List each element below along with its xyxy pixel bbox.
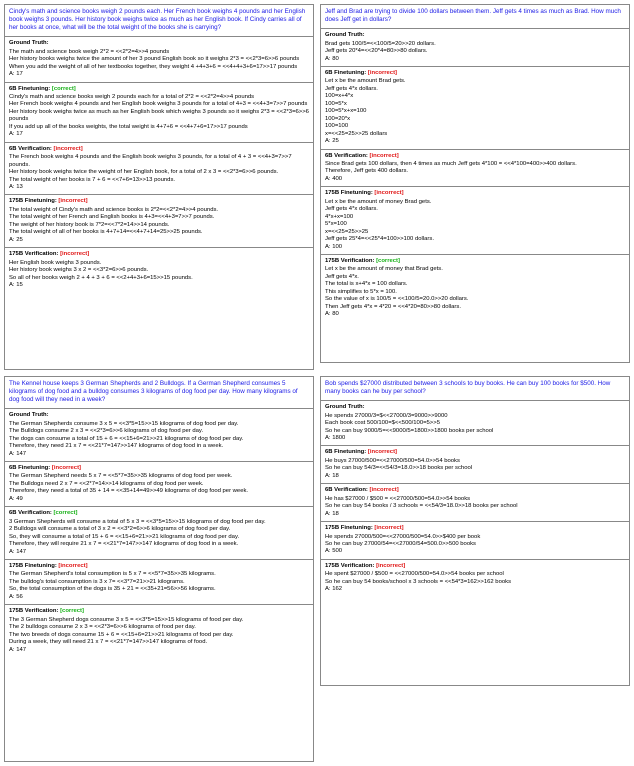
solution-line: 5*x=100 bbox=[325, 221, 347, 228]
solution-section bbox=[321, 522, 629, 560]
solution-line: Her history book weighs 3 x 2 = <<3*2=6>>6 pounds. bbox=[9, 267, 149, 274]
section-header bbox=[9, 608, 309, 615]
solution-line: The total is x+4*x = 100 dollars. bbox=[325, 281, 408, 288]
solution-line: The two breeds of dogs consume 15 + 6 = <<15+6=21>>21 kilograms of food per day. bbox=[9, 631, 234, 638]
solution-line: Therefore, they need a total of 35 + 14 = <<35+14=49>>49 kilograms of dog food per week. bbox=[9, 488, 249, 495]
solution-line: Brad gets 100/5=<<100/5=20>>20 dollars. bbox=[325, 40, 436, 47]
solution-line: The weight of her history book is 7*2=<<7*2=14>>14 pounds. bbox=[9, 221, 170, 228]
status-badge: [correct] bbox=[51, 85, 76, 92]
solution-line: The total weight of Cindy's math and science books is 2*2=<<2*2=4>>4 pounds. bbox=[9, 206, 219, 213]
section-title: 175B Finetuning: bbox=[325, 190, 373, 197]
section-header bbox=[325, 449, 625, 456]
solution-line: Jeff gets 20*4=<<20*4=80>>80 dollars. bbox=[325, 48, 428, 55]
solution-line: The bulldog's total consumption is 3 x 7= <<3*7=21>>21 kilograms. bbox=[9, 578, 185, 585]
solution-line: So, they will consume a total of 15 + 6 = <<15+6=21>>21 kilograms of dog food per day. bbox=[9, 533, 240, 540]
section-header bbox=[325, 258, 625, 265]
solution-line: Jeff gets 4*x dollars. bbox=[325, 85, 378, 92]
solution-line: The German Shepherd's total consumption is 5 x 7 = <<5*7=35>>35 kilograms. bbox=[9, 571, 216, 578]
solution-line: So, the total consumption of the dogs is 35 + 21 = <<35+21=56>>56 kilograms. bbox=[9, 586, 216, 593]
question-text: The Kennel house keeps 3 German Shepherds and 2 Bulldogs. If a German Shepherd consumes 5 kilograms of dog food and a bulldog consumes 3 kilograms of dog food per day. How many kilograms of dog food will they need in a week? bbox=[5, 377, 313, 409]
section-header bbox=[9, 251, 309, 258]
section-title: 175B Verification: bbox=[325, 257, 375, 264]
status-badge: [incorrect] bbox=[369, 152, 399, 159]
status-badge: [incorrect] bbox=[53, 145, 83, 152]
section-header bbox=[325, 70, 625, 77]
solution-section bbox=[5, 143, 313, 196]
solution-section bbox=[5, 462, 313, 507]
section-title: 6B Finetuning: bbox=[325, 449, 367, 456]
solution-line: A: 147 bbox=[9, 548, 27, 555]
solution-line: A: 162 bbox=[325, 586, 343, 593]
section-header bbox=[9, 465, 309, 472]
section-title: 175B Finetuning: bbox=[9, 198, 57, 205]
solution-line: Therefore, they will require 21 x 7 = <<21*7=147>>147 kilograms of dog food in a week. bbox=[9, 541, 239, 548]
solution-line: The German Shepherd needs 5 x 7 = <<5*7=35>>35 kilograms of dog food per week. bbox=[9, 473, 233, 480]
solution-line: A: 15 bbox=[9, 281, 23, 288]
section-header bbox=[9, 510, 309, 517]
solution-line: A: 17 bbox=[9, 71, 23, 78]
solution-line: He spends 27000/3=$<<27000/3=9000>>9000 bbox=[325, 412, 448, 419]
section-title: Ground Truth: bbox=[9, 412, 49, 419]
solution-line: Then Jeff gets 4*x = 4*20 = <<4*20=80>>80 dollars. bbox=[325, 303, 461, 310]
solution-line: A: 400 bbox=[325, 175, 343, 182]
status-badge: [incorrect] bbox=[367, 70, 398, 76]
solution-section bbox=[321, 150, 629, 188]
status-badge: [incorrect] bbox=[374, 190, 404, 197]
solution-section bbox=[321, 29, 629, 67]
status-badge: [correct] bbox=[376, 257, 400, 264]
solution-line: If you add up all of the books weights, the total weight is 4+7+6 = <<4+7+6=17>>17 pounds bbox=[9, 123, 248, 130]
solution-line: Since Brad gets 100 dollars, then 4 times as much Jeff gets 4*100 = <<4*100=400>>400 dollars. bbox=[325, 160, 577, 167]
solution-section bbox=[321, 560, 629, 597]
status-badge: [correct] bbox=[60, 608, 84, 615]
section-title: 6B Verification: bbox=[325, 487, 368, 494]
status-badge: [incorrect] bbox=[369, 487, 399, 494]
status-badge: [correct] bbox=[53, 510, 78, 517]
solution-line: A: 1800 bbox=[325, 435, 346, 441]
solution-line: A: 56 bbox=[9, 593, 23, 600]
section-title: 6B Verification: bbox=[325, 152, 368, 159]
solution-line: The 2 bulldogs consume 2 x 3 = <<2*3=6>>6 kilograms of food per day. bbox=[9, 624, 196, 631]
section-header bbox=[9, 198, 309, 205]
solution-line: A: 25 bbox=[9, 236, 23, 243]
question-text: Cindy's math and science books weigh 2 pounds each. Her French book weighs 4 pounds and her English book weighs 3 pounds. Her history book weighs twice as much as her English book. If Cindy carries all of her books at once, what will be the total weight of the books she is carrying? bbox=[5, 5, 313, 37]
solution-line: A: 13 bbox=[9, 183, 23, 190]
section-title: 175B Finetuning: bbox=[9, 562, 57, 569]
solution-line: Jeff gets 25*4=<<25*4=100>>100 dollars. bbox=[325, 236, 434, 243]
section-title: 175B Verification: bbox=[9, 608, 59, 615]
section-header bbox=[325, 190, 625, 197]
solution-line: The total weight of her books is 7 + 6 = <<7+6=13>>13 pounds. bbox=[9, 176, 176, 183]
solution-line: Therefore, Jeff gets 400 dollars. bbox=[325, 168, 409, 175]
solution-line: 4*x+x=100 bbox=[325, 213, 354, 220]
solution-line: Her history book weighs twice as much as her English book which weighs 3 pounds so it weighs 2*3 = <<2*3=6>>6 pounds bbox=[9, 108, 311, 123]
section-title: Ground Truth: bbox=[9, 40, 49, 47]
solution-line: 100=5*x+x=100 bbox=[325, 108, 367, 115]
section-header bbox=[9, 86, 309, 93]
section-header bbox=[9, 40, 309, 47]
solution-line: So all of her books weigh 2 + 4 + 3 + 6 = <<2+4+3+6=15>>15 pounds. bbox=[9, 274, 193, 281]
section-header bbox=[325, 563, 625, 570]
solution-line: A: 147 bbox=[9, 646, 27, 653]
solution-line: Cindy's math and science books weigh 2 pounds each for a total of 2*2 = <<2*2=4>>4 pounds bbox=[9, 94, 255, 100]
solution-section bbox=[5, 195, 313, 248]
solution-section bbox=[5, 560, 313, 605]
solution-line: The German Shepherds consume 3 x 5 = <<3*5=15>>15 kilograms of dog food per day. bbox=[9, 420, 239, 427]
solution-line: x=<<25=25>>25 dollars bbox=[325, 130, 388, 137]
solution-line: A: 18 bbox=[325, 510, 339, 517]
problem-card-1 bbox=[4, 4, 314, 370]
section-header bbox=[325, 525, 625, 532]
solution-line: 3 German Shepherds will consume a total of 5 x 3 = <<3*5=15>>15 kilograms of dog food per day. bbox=[9, 518, 266, 525]
solution-section bbox=[5, 248, 313, 292]
section-title: 175B Finetuning: bbox=[325, 525, 373, 532]
solution-line: So he can buy 54/3=<<54/3=18.0>>18 books per school bbox=[325, 465, 473, 472]
solution-line: The 3 German Shepherd dogs consume 3 x 5 = <<3*5=15>>15 kilograms of food per day. bbox=[9, 616, 244, 623]
solution-line: Her history book weighs twice the weight of her English book, for a total of 2 x 3 = <<2*3=6>>6 pounds. bbox=[9, 169, 279, 176]
solution-line: The Bulldogs consume 2 x 3 = <<2*3=6>>6 kilograms of dog food per day. bbox=[9, 428, 204, 435]
section-title: 6B Verification: bbox=[9, 510, 52, 517]
section-title: 175B Verification: bbox=[325, 562, 375, 569]
solution-line: A: 17 bbox=[9, 131, 23, 138]
solution-line: The total weight of her French and English books is 4+3=<<4+3=7>>7 pounds. bbox=[9, 214, 215, 221]
solution-line: Jeff gets 4*x dollars. bbox=[325, 206, 378, 213]
solution-line: Jeff gets 4*x. bbox=[325, 273, 359, 280]
section-title: 175B Verification: bbox=[9, 251, 59, 258]
solution-line: So the value of x is 100/5 = <<100/5=20.0>>20 dollars. bbox=[325, 296, 469, 303]
solution-line: Her history books weighs twice the amount of her 3 pound English book so it weighs 2*3 = <<2*3=6>>6 pounds bbox=[9, 56, 300, 63]
section-title: Ground Truth: bbox=[325, 32, 365, 39]
solution-line: So he can buy 54 books/school x 3 schools = <<54*3=162>>162 books bbox=[325, 578, 512, 585]
status-badge: [incorrect] bbox=[58, 198, 88, 205]
section-header bbox=[325, 404, 625, 411]
problem-card-2 bbox=[320, 4, 630, 363]
solution-line: The French book weighs 4 pounds and the English book weighs 3 pounds, for a total of 4 + 3 = <<4+3=7>>7 pounds. bbox=[9, 154, 294, 168]
solution-line: Her English book weighs 3 pounds. bbox=[9, 259, 102, 266]
status-badge: [incorrect] bbox=[374, 525, 404, 532]
solution-line: A: 18 bbox=[325, 472, 339, 479]
solution-line: This simplifies to 5*x = 100. bbox=[325, 288, 397, 295]
solution-line: A: 49 bbox=[9, 495, 23, 502]
solution-line: He buys 27000/500=<<27000/500=54.0>>54 books bbox=[325, 457, 460, 464]
status-badge: [incorrect] bbox=[367, 449, 398, 456]
solution-section bbox=[321, 255, 629, 322]
section-title: 6B Finetuning: bbox=[325, 70, 367, 76]
solution-line: During a week, they will need 21 x 7 = <<21*7=147>>147 kilograms of food. bbox=[9, 639, 208, 646]
section-title: Ground Truth: bbox=[325, 404, 365, 411]
solution-line: A: 100 bbox=[325, 243, 343, 250]
solution-line: Let x be the amount Brad gets. bbox=[325, 78, 406, 85]
solution-line: He spent $27000 / $500 = <<27000/500=54.0>>54 books per school bbox=[325, 571, 504, 578]
solution-line: 2 Bulldogs will consume a total of 3 x 2 = <<3*2=6>>6 kilograms of dog food per day. bbox=[9, 526, 231, 533]
solution-line: So he can buy 27000/54=<<27000/54=500.0>>500 books bbox=[325, 540, 477, 547]
solution-line: x=<<25=25>>25 bbox=[325, 228, 369, 235]
solution-section bbox=[5, 409, 313, 462]
problem-card-4 bbox=[320, 376, 630, 686]
question-text: Jeff and Brad are trying to divide 100 dollars between them. Jeff gets 4 times as much as Brad. How much does Jeff get in dollars? bbox=[321, 5, 629, 29]
status-badge: [incorrect] bbox=[51, 465, 82, 471]
solution-line: So he can buy 54 books / 3 schools = <<54/3=18.0>>18 books per school bbox=[325, 503, 518, 510]
solution-line: A: 80 bbox=[325, 55, 339, 62]
solution-line: He has $27000 / $500 = <<27000/500=54.0>>54 books bbox=[325, 495, 471, 502]
solution-line: The total weight of all of her books is 4+7+14=<<4+7+14=25>>25 pounds. bbox=[9, 229, 203, 236]
problem-card-3 bbox=[4, 376, 314, 762]
solution-line: So he can buy 9000/5=<<9000/5=1800>>1800 books per school bbox=[325, 427, 494, 434]
solution-section bbox=[5, 37, 313, 82]
solution-section bbox=[321, 484, 629, 522]
solution-line: A: 25 bbox=[325, 138, 339, 145]
solution-section bbox=[321, 446, 629, 484]
solution-section bbox=[5, 605, 313, 657]
solution-line: Each book cost 500/100=$<<500/100=5>>5 bbox=[325, 420, 440, 427]
solution-line: A: 80 bbox=[325, 311, 339, 318]
status-badge: [incorrect] bbox=[58, 562, 88, 569]
solution-line: Let x be the amount of money Brad gets. bbox=[325, 198, 432, 205]
solution-section bbox=[321, 187, 629, 255]
solution-line: Therefore, they need 21 x 7 = <<21*7=147>>147 kilograms of dog food in a week. bbox=[9, 443, 224, 450]
solution-line: The dogs can consume a total of 15 + 6 = <<15+6=21>>21 kilograms of dog food per day. bbox=[9, 435, 244, 442]
section-header bbox=[9, 563, 309, 570]
section-title: 6B Finetuning: bbox=[9, 85, 51, 92]
status-badge: [incorrect] bbox=[376, 562, 406, 569]
question-text: Bob spends $27000 distributed between 3 schools to buy books. He can buy 100 books for $500. How many books can he buy per school? bbox=[321, 377, 629, 401]
solution-line: 100=20*x bbox=[325, 115, 351, 122]
solution-section bbox=[321, 401, 629, 446]
section-header bbox=[325, 153, 625, 160]
section-header bbox=[325, 32, 625, 39]
solution-line: Let x be the amount of money that Brad gets. bbox=[325, 266, 443, 273]
solution-section bbox=[5, 83, 313, 143]
solution-section bbox=[5, 507, 313, 560]
solution-line: Her French book weighs 4 pounds and her English book weighs 3 pounds for a total of 4+3 = <<4+3=7>>7 pounds bbox=[9, 101, 308, 108]
solution-line: 100=x+4*x bbox=[325, 93, 354, 100]
solution-line: The math and science book weigh 2*2 = <<2*2=4>>4 pounds bbox=[9, 48, 170, 55]
solution-line: A: 147 bbox=[9, 450, 27, 457]
solution-line: A: 500 bbox=[325, 548, 343, 555]
section-title: 6B Verification: bbox=[9, 145, 52, 152]
solution-section bbox=[321, 67, 629, 150]
section-header bbox=[9, 146, 309, 153]
section-header bbox=[325, 487, 625, 494]
solution-line: 100=5*x bbox=[325, 100, 347, 107]
section-header bbox=[9, 412, 309, 419]
solution-line: He spends 27000/500=<<27000/500=54.0>>$400 per book bbox=[325, 533, 481, 540]
solution-line: When you add the weight of all of her textbooks together, they weight 4 +4+3+6 = <<4+4+3+6=17>>17 pounds bbox=[9, 63, 298, 70]
solution-line: 100=100 bbox=[325, 123, 349, 130]
section-title: 6B Finetuning: bbox=[9, 465, 51, 471]
solution-line: The Bulldogs need 2 x 7 = <<2*7=14>>14 kilograms of dog food per week. bbox=[9, 480, 204, 487]
status-badge: [incorrect] bbox=[60, 251, 90, 258]
